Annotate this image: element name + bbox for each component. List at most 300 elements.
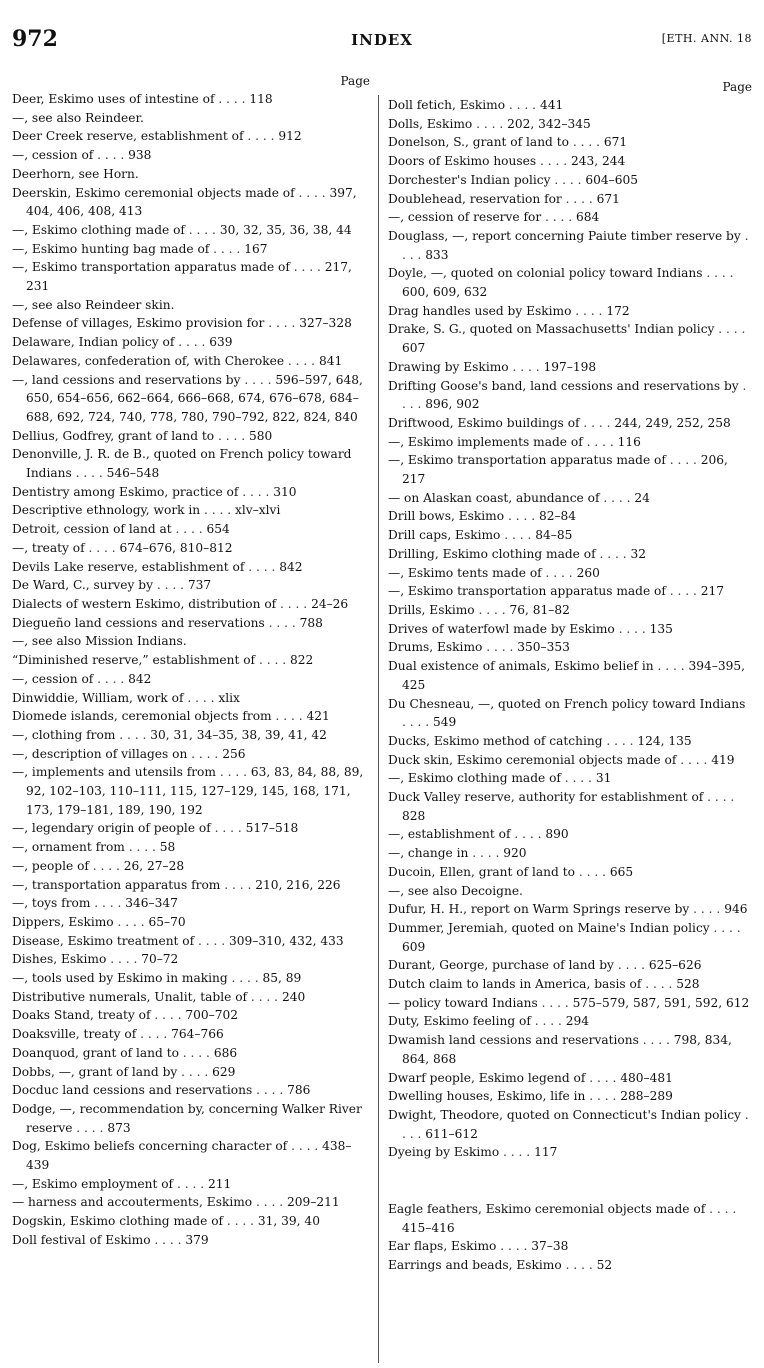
letter-gap <box>388 1162 752 1200</box>
index-entry <box>388 302 752 321</box>
index-entry <box>12 539 370 558</box>
leader-dots: . . . . <box>571 303 607 318</box>
entry-text: Dodge, —, recommendation by, concerning Walker River reserve <box>12 1101 362 1135</box>
index-entry <box>388 769 752 788</box>
entry-text: Docduc land cessions and reservations <box>12 1083 253 1098</box>
entry-text: — harness and accouterments, Eskimo <box>12 1195 253 1210</box>
leader-dots: . . . . <box>240 372 276 387</box>
entry-text: Defense of villages, Eskimo provision for <box>12 316 265 331</box>
entry-text: Delaware, Indian policy of <box>12 335 175 350</box>
entry-pages: 841 <box>318 353 343 368</box>
index-entry <box>388 1200 752 1237</box>
leader-dots: . . . . <box>602 733 638 748</box>
entry-pages: 798, 834, 864, 868 <box>402 1033 732 1066</box>
entry-pages: 480–481 <box>620 1070 673 1085</box>
index-entry <box>388 133 752 152</box>
entry-text: Dinwiddie, William, work of <box>12 690 184 705</box>
entry-text: —, legendary origin of people of <box>12 821 211 836</box>
leader-dots: . . . . <box>271 709 307 724</box>
leader-dots: . . . . <box>703 790 735 805</box>
leader-dots: . . . . <box>264 615 300 630</box>
leader-dots: . . . . <box>714 322 746 337</box>
index-entry <box>388 1031 752 1068</box>
leader-dots: . . . . <box>500 528 536 543</box>
entry-pages: 63, 83, 84, 88, 89, 92, 102–103, 110–111, 115, 127–129, 145, 168, 171, 173, 179–181, 189, 190, 192 <box>26 765 364 817</box>
entry-pages: 607 <box>402 341 426 356</box>
entry-text: Disease, Eskimo treatment of <box>12 933 195 948</box>
entry-pages: 397, 404, 406, 408, 413 <box>26 185 357 219</box>
entry-pages: 379 <box>185 1232 209 1247</box>
entry-text: —, Eskimo transportation apparatus made of <box>388 453 666 468</box>
entry-text: Dyeing by Eskimo <box>388 1145 500 1160</box>
leader-dots: . . . . <box>252 1083 288 1098</box>
leader-dots: . . . . <box>472 116 508 131</box>
leader-dots: . . . . <box>152 578 188 593</box>
entry-pages: 786 <box>287 1083 311 1098</box>
leader-dots: . . . . <box>150 1232 186 1247</box>
index-entry <box>388 414 752 433</box>
leader-dots: . . . . <box>214 428 250 443</box>
index-entry <box>12 614 370 633</box>
entry-pages: 517–518 <box>245 821 299 836</box>
entry-text: Doaksville, treaty of <box>12 1027 137 1042</box>
index-entry <box>388 320 752 357</box>
index-entry <box>12 483 370 502</box>
index-entry <box>12 1193 370 1212</box>
leader-dots: . . . . <box>90 896 126 911</box>
entry-text: —, Eskimo transportation apparatus made of <box>12 260 290 275</box>
index-entry <box>388 152 752 171</box>
entry-pages: 85, 89 <box>262 971 302 986</box>
index-entry <box>388 208 752 227</box>
index-entry <box>388 844 752 863</box>
entry-pages: 32 <box>630 546 646 561</box>
entry-pages: 124, 135 <box>637 733 692 748</box>
index-entry <box>12 520 370 539</box>
index-entry <box>12 876 370 895</box>
entry-pages: 82–84 <box>538 509 577 524</box>
entry-pages: 639 <box>209 335 233 350</box>
index-entry <box>12 296 370 315</box>
index-entry <box>12 988 370 1007</box>
entry-text: —, cession of <box>12 671 94 686</box>
index-entry <box>12 632 370 651</box>
index-entry <box>12 352 370 371</box>
leader-dots: . . . . <box>264 316 300 331</box>
entry-pages: 24 <box>634 490 650 505</box>
entry-text: Dolls, Eskimo <box>388 116 473 131</box>
leader-dots: . . . . <box>508 359 544 374</box>
entry-text: Doyle, —, quoted on colonial policy toward Indians <box>388 266 703 281</box>
entry-pages: 210, 216, 226 <box>255 877 341 892</box>
leader-dots: . . . . <box>84 540 120 555</box>
index-entry <box>388 451 752 488</box>
entry-pages: 873 <box>107 1120 131 1135</box>
leader-dots: . . . . <box>595 546 631 561</box>
leader-dots: . . . . <box>106 952 142 967</box>
index-entry <box>388 1143 752 1162</box>
entry-pages: 788 <box>299 615 323 630</box>
leader-dots: . . . . <box>223 1214 258 1229</box>
index-entry <box>12 819 370 838</box>
entry-pages: 596–597, 648, 650, 654–656, 662–664, 666–668, 674, 676–678, 684–688, 692, 724, 740, 778, 780, 790–792, 822, 824, 840 <box>26 372 363 424</box>
index-entry <box>12 1081 370 1100</box>
index-entry <box>388 358 752 377</box>
entry-text: Duck skin, Eskimo ceremonial objects made of <box>388 752 677 767</box>
leader-dots: . . . . <box>72 1120 108 1135</box>
index-entry <box>388 507 752 526</box>
entry-pages: 609 <box>402 939 426 954</box>
index-column-right <box>388 72 752 1275</box>
entry-pages: 580 <box>249 428 273 443</box>
leader-dots: . . . . <box>499 1145 535 1160</box>
entry-text: Doll festival of Eskimo <box>12 1232 151 1247</box>
leader-dots: . . . . <box>665 453 701 468</box>
leader-dots: . . . . <box>614 621 650 636</box>
entry-text: —, land cessions and reservations by <box>12 372 241 387</box>
entry-text: —, people of <box>12 858 89 873</box>
leader-dots: . . . . <box>402 228 749 262</box>
leader-dots: . . . . <box>171 522 207 537</box>
index-entry <box>388 620 752 639</box>
leader-dots: . . . . <box>641 977 677 992</box>
entry-text: —, Eskimo clothing made of <box>388 771 561 786</box>
entry-text: Drawing by Eskimo <box>388 359 509 374</box>
index-entry <box>388 190 752 209</box>
index-entry <box>12 763 370 819</box>
column-divider <box>378 95 379 1363</box>
entry-text: Detroit, cession of land at <box>12 522 172 537</box>
leader-dots: . . . . <box>541 565 577 580</box>
entry-text: Dellius, Godfrey, grant of land to <box>12 428 215 443</box>
entry-text: —, see also Decoigne. <box>388 883 523 898</box>
leader-dots: . . . . <box>585 1089 621 1104</box>
entry-text: —, see also Reindeer. <box>12 110 144 125</box>
entry-pages: 65–70 <box>148 914 186 929</box>
entry-text: —, Eskimo implements made of <box>388 434 583 449</box>
leader-dots: . . . . <box>599 490 635 505</box>
entry-text: Diegueño land cessions and reservations <box>12 615 265 630</box>
entry-text: —, Eskimo clothing made of <box>12 222 185 237</box>
leader-dots: . . . . <box>402 378 747 412</box>
index-entry <box>388 564 752 583</box>
entry-pages: 549 <box>433 715 457 730</box>
entry-pages: 202, 342–345 <box>507 116 591 131</box>
index-entry <box>12 221 370 240</box>
entry-pages: 575–579, 587, 591, 592, 612 <box>572 995 750 1010</box>
index-entry <box>12 558 370 577</box>
entry-pages: 674–676, 810–812 <box>119 540 233 555</box>
entry-pages: 938 <box>128 148 152 163</box>
entry-pages: 217 <box>700 584 725 599</box>
leader-dots: . . . . <box>638 1033 674 1048</box>
leader-dots: . . . . <box>174 335 210 350</box>
entry-pages: 211 <box>207 1176 232 1191</box>
entry-text: Dutch claim to lands in America, basis of <box>388 977 642 992</box>
leader-dots: . . . . <box>287 1139 323 1154</box>
leader-dots: . . . . <box>215 765 251 780</box>
leader-dots: . . . . <box>255 653 290 668</box>
entry-pages: 31 <box>595 771 612 786</box>
leader-dots: . . . . <box>209 241 245 256</box>
entry-pages: 26, 27–28 <box>123 858 185 873</box>
entry-pages: 260 <box>576 565 600 580</box>
leader-dots: . . . . <box>468 846 504 861</box>
entry-text: Doors of Eskimo houses <box>388 154 537 169</box>
entry-pages: 912 <box>278 129 302 144</box>
leader-dots: . . . . <box>200 503 236 518</box>
index-entry <box>12 1231 370 1250</box>
entry-text: — policy toward Indians <box>388 995 538 1010</box>
index-entry <box>388 433 752 452</box>
entry-text: —, see also Mission Indians. <box>12 634 187 649</box>
leader-dots: . . . . <box>402 715 433 730</box>
entry-text: Dialects of western Eskimo, distribution of <box>12 596 277 611</box>
entry-text: Dual existence of animals, Eskimo belief in <box>388 659 654 674</box>
entry-text: Duck Valley reserve, authority for establishment of <box>388 790 704 805</box>
index-entry <box>388 377 752 414</box>
leader-dots: . . . . <box>183 690 219 705</box>
index-entry <box>12 707 370 726</box>
leader-dots: . . . . <box>210 821 246 836</box>
index-entry <box>12 109 370 128</box>
index-entry <box>388 825 752 844</box>
index-entry <box>12 165 370 184</box>
index-entry <box>12 838 370 857</box>
entry-text: Drake, S. G., quoted on Massachusetts' Indian policy <box>388 322 715 337</box>
index-entry <box>12 1100 370 1137</box>
entry-pages: 288–289 <box>620 1089 673 1104</box>
entry-text: Distributive numerals, Unalit, table of <box>12 989 248 1004</box>
entry-pages: 135 <box>649 621 673 636</box>
index-entry <box>12 595 370 614</box>
index-entry <box>12 1025 370 1044</box>
entry-pages: 822 <box>289 653 314 668</box>
index-entry <box>12 932 370 951</box>
entry-pages: 37–38 <box>531 1239 569 1254</box>
running-head: [ETH. ANN. 18 <box>661 32 752 45</box>
entry-pages: 654 <box>206 522 230 537</box>
entry-pages: xlv–xlvi <box>235 503 281 518</box>
index-entry <box>388 1106 752 1143</box>
entry-text: —, Eskimo employment of <box>12 1176 174 1191</box>
entry-text: Dufur, H. H., report on Warm Springs reserve by <box>388 902 690 917</box>
index-entry <box>12 745 370 764</box>
leader-dots: . . . . <box>252 1195 288 1210</box>
entry-text: Drill bows, Eskimo <box>388 509 505 524</box>
index-entry <box>12 726 370 745</box>
entry-text: Deerhorn, see Horn. <box>12 166 139 181</box>
entry-pages: 946 <box>724 902 748 917</box>
leader-dots: . . . . <box>220 877 256 892</box>
entry-pages: 76, 81–82 <box>509 602 570 617</box>
index-entry <box>388 863 752 882</box>
leader-dots: . . . . <box>705 1202 737 1217</box>
entry-text: Ducks, Eskimo method of catching <box>388 733 603 748</box>
entries-left <box>12 90 370 1250</box>
index-entry <box>12 576 370 595</box>
leader-dots: . . . . <box>238 484 274 499</box>
leader-dots: . . . . <box>124 840 160 855</box>
leader-dots: . . . . <box>613 958 649 973</box>
index-entry <box>12 1006 370 1025</box>
leader-dots: . . . . <box>243 129 279 144</box>
entry-pages: 611–612 <box>425 1126 478 1141</box>
entry-pages: 350–353 <box>517 640 570 655</box>
entry-pages: 890 <box>545 827 569 842</box>
index-entry <box>12 913 370 932</box>
leader-dots: . . . . <box>284 353 319 368</box>
entry-text: Duty, Eskimo feeling of <box>388 1014 531 1029</box>
entry-pages: 671 <box>603 135 628 150</box>
entry-pages: 421 <box>306 709 330 724</box>
index-entry <box>388 545 752 564</box>
entry-text: Drives of waterfowl made by Eskimo <box>388 621 615 636</box>
leader-dots: . . . . <box>177 1064 213 1079</box>
index-entry <box>388 638 752 657</box>
entry-text: — on Alaskan coast, abundance of <box>388 490 600 505</box>
index-entry <box>12 427 370 446</box>
entry-pages: xlix <box>218 690 240 705</box>
entry-text: —, treaty of <box>12 540 85 555</box>
index-entry <box>388 582 752 601</box>
entry-pages: 24–26 <box>311 596 349 611</box>
entry-text: Dorchester's Indian policy <box>388 172 551 187</box>
index-entry <box>12 1175 370 1194</box>
leader-dots: . . . . <box>93 148 129 163</box>
leader-dots: . . . . <box>541 210 577 225</box>
entry-pages: 394–395, 425 <box>402 659 745 692</box>
entry-text: Dwight, Theodore, quoted on Connecticut's Indian policy <box>388 1107 741 1122</box>
leader-dots: . . . . <box>93 671 129 686</box>
index-entry <box>388 96 752 115</box>
page-column-label: Page <box>340 74 370 88</box>
entry-pages: 256 <box>222 746 246 761</box>
leader-dots: . . . . <box>504 509 539 524</box>
leader-dots: . . . . <box>244 559 280 574</box>
entry-pages: 671 <box>596 191 620 206</box>
leader-dots: . . . . <box>178 1045 214 1060</box>
page-title: INDEX <box>351 31 413 49</box>
leader-dots: . . . . <box>150 1008 186 1023</box>
entry-pages: 30, 32, 35, 36, 38, 44 <box>219 222 352 237</box>
index-entry <box>388 975 752 994</box>
entry-text: Devils Lake reserve, establishment of <box>12 559 245 574</box>
entry-pages: 309–310, 432, 433 <box>229 933 344 948</box>
leader-dots: . . . . <box>510 827 546 842</box>
entry-pages: 327–328 <box>299 316 352 331</box>
index-entry <box>12 371 370 427</box>
entry-pages: 240 <box>281 989 306 1004</box>
entry-text: Dwamish land cessions and reservations <box>388 1033 639 1048</box>
entry-pages: 197–198 <box>543 359 597 374</box>
leader-dots: . . . . <box>574 864 610 879</box>
entry-pages: 117 <box>534 1145 558 1160</box>
index-entry <box>388 919 752 956</box>
entry-pages: 310 <box>273 484 297 499</box>
leader-dots: . . . . <box>136 1027 172 1042</box>
entry-text: Douglass, —, report concerning Paiute timber reserve by <box>388 228 741 243</box>
entry-pages: 629 <box>212 1064 236 1079</box>
entry-text: Dwelling houses, Eskimo, life in <box>388 1089 586 1104</box>
entry-text: —, cession of <box>12 148 94 163</box>
leader-dots: . . . . <box>676 752 712 767</box>
entry-pages: 828 <box>402 808 426 823</box>
leader-dots: . . . . <box>689 902 725 917</box>
index-entry <box>12 127 370 146</box>
index-entry <box>388 788 752 825</box>
leader-dots: . . . . <box>653 659 689 674</box>
entry-text: —, Eskimo transportation apparatus made of <box>388 584 666 599</box>
entry-text: Drifting Goose's band, land cessions and reservations by <box>388 378 739 393</box>
leader-dots: . . . . <box>113 914 149 929</box>
index-entry <box>388 956 752 975</box>
leader-dots: . . . . <box>276 596 312 611</box>
leader-dots: . . . . <box>665 584 701 599</box>
entry-pages: 244, 249, 252, 258 <box>614 415 731 430</box>
entry-pages: 31, 39, 40 <box>257 1214 320 1229</box>
index-entry <box>388 1087 752 1106</box>
entry-text: Donelson, S., grant of land to <box>388 135 569 150</box>
entry-text: Dummer, Jeremiah, quoted on Maine's Indian policy <box>388 920 710 935</box>
leader-dots: . . . . <box>585 1070 621 1085</box>
entry-text: Deer Creek reserve, establishment of <box>12 129 244 144</box>
entry-text: Driftwood, Eskimo buildings of <box>388 415 580 430</box>
entry-text: —, see also Reindeer skin. <box>12 297 175 312</box>
entry-text: —, description of villages on <box>12 746 188 761</box>
entries-right <box>388 96 752 1162</box>
leader-dots: . . . . <box>402 1107 749 1141</box>
leader-dots: . . . . <box>294 185 330 200</box>
index-entry <box>388 695 752 732</box>
entry-text: —, Eskimo hunting bag made of <box>12 241 210 256</box>
entry-text: Ear flaps, Eskimo <box>388 1239 497 1254</box>
index-entry <box>388 900 752 919</box>
entry-pages: 167 <box>244 241 268 256</box>
entry-text: Drag handles used by Eskimo <box>388 303 572 318</box>
index-entry <box>388 751 752 770</box>
index-entry <box>388 994 752 1013</box>
entry-text: —, clothing from <box>12 727 116 742</box>
entry-text: Durant, George, purchase of land by <box>388 958 614 973</box>
entry-text: Earrings and beads, Eskimo <box>388 1258 562 1273</box>
leader-dots: . . . . <box>568 135 604 150</box>
index-entry <box>12 969 370 988</box>
leader-dots: . . . . <box>474 602 510 617</box>
entry-pages: 700–702 <box>185 1008 239 1023</box>
index-entry <box>388 601 752 620</box>
leader-dots: . . . . <box>184 222 220 237</box>
leader-dots: . . . . <box>579 415 615 430</box>
index-entry <box>12 146 370 165</box>
index-entry <box>12 894 370 913</box>
entry-pages: 684 <box>576 210 600 225</box>
page-header <box>12 26 752 52</box>
leader-dots: . . . . <box>214 92 250 106</box>
entry-text: Denonville, J. R. de B., quoted on French policy toward Indians <box>12 447 352 481</box>
index-entry <box>12 1212 370 1231</box>
entry-pages: 294 <box>565 1014 589 1029</box>
entry-text: —, tools used by Eskimo in making <box>12 971 228 986</box>
entry-pages: 438–439 <box>26 1139 352 1173</box>
index-entry <box>12 1137 370 1174</box>
entry-text: —, transportation apparatus from <box>12 877 221 892</box>
entry-text: —, establishment of <box>388 827 511 842</box>
entries-right-e <box>388 1200 752 1275</box>
index-entry <box>388 1012 752 1031</box>
entry-text: Doll fetich, Eskimo <box>388 98 506 112</box>
leader-dots: . . . . <box>709 920 741 935</box>
